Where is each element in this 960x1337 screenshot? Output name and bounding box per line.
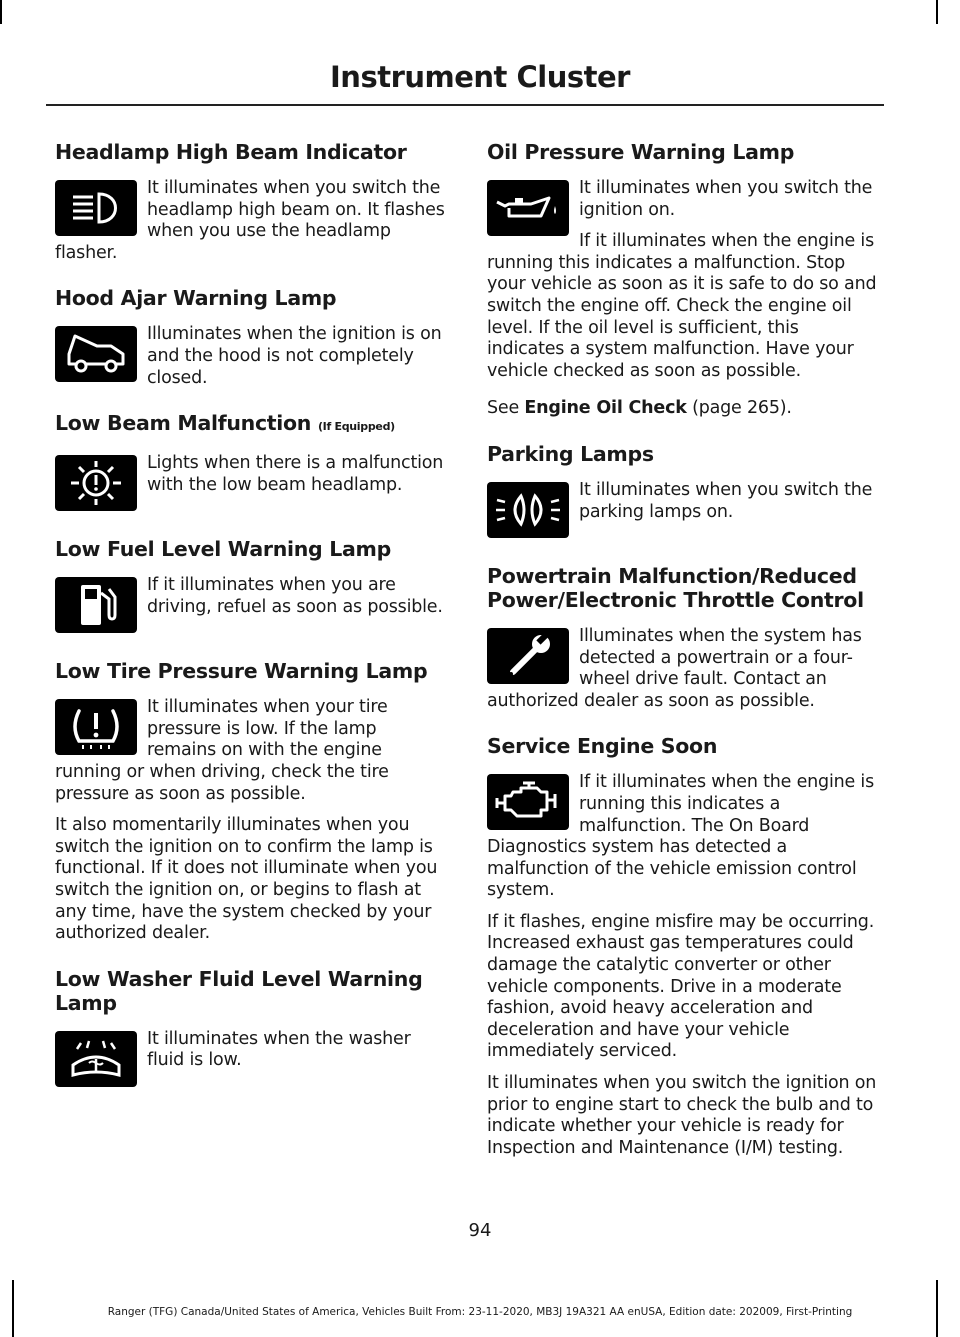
section-title: Low Beam Malfunction (55, 411, 312, 436)
section-text: If it illuminates when the engine is running this indicates a malfunction. The On Board Diagnostics system has detected a malfunction of the vehicle emission control system. (487, 772, 875, 901)
see-reference (487, 398, 879, 420)
section-text: It illuminates when you switch the headlamp high beam on. It flashes when you use the headlamp flasher. (55, 178, 445, 263)
page-number: 94 (468, 1220, 492, 1241)
page-footer: Ranger (TFG) Canada/United States of America, Vehicles Built From: 23-11-2020, MB3J 19A321 AA enUSA, Edition date: 202009, First-Printing (107, 1306, 853, 1318)
high-beam-icon (55, 180, 137, 236)
section-text: It illuminates when you switch the parking lamps on. (579, 479, 873, 522)
section-title: Oil Pressure Warning Lamp (487, 140, 795, 164)
section-title: Low Tire Pressure Warning Lamp (55, 659, 428, 684)
wrench-icon (487, 628, 569, 684)
oil-can-icon (487, 180, 569, 236)
section-tire-pressure (55, 659, 447, 945)
check-engine-icon (487, 774, 569, 830)
header-divider (46, 104, 884, 106)
section-title-note: (If Equipped) (317, 420, 395, 434)
section-title: Low Washer Fluid Level Warning Lamp (55, 966, 423, 1015)
section-text: If it flashes, engine misfire may be occurring. Increased exhaust gas temperatures could damage the catalytic converter or other vehicle components. Drive in a moderate fashion, avoid heavy acceleration and deceleration and have your vehicle immediately serviced. (487, 911, 875, 1062)
tire-pressure-icon (55, 699, 137, 755)
section-title: Headlamp High Beam Indicator (55, 140, 407, 164)
section-title: Hood Ajar Warning Lamp (55, 286, 337, 311)
hood-ajar-icon (55, 326, 137, 382)
section-text: It illuminates when you switch the ignition on prior to engine start to check the bulb and to indicate whether your vehicle is ready for Inspection and Maintenance (I/M) testing. (487, 1073, 877, 1158)
page-title: Instrument Cluster (330, 60, 630, 94)
section-text: Illuminates when the system has detected a powertrain or a four-wheel drive fault. Contact an authorized dealer as soon as possible. (487, 625, 862, 711)
section-high-beam (55, 140, 447, 264)
section-title: Parking Lamps (487, 441, 654, 466)
section-powertrain (487, 564, 879, 712)
washer-fluid-icon (55, 1031, 137, 1087)
section-text: Lights when there is a malfunction with the low beam headlamp. (147, 453, 444, 495)
parking-lamps-icon (487, 482, 569, 538)
see-prefix: See (487, 398, 525, 419)
section-oil-pressure (487, 140, 879, 420)
section-low-fuel (55, 537, 447, 637)
section-title: Service Engine Soon (487, 734, 718, 759)
engine-oil-check-link[interactable]: Engine Oil Check (524, 398, 687, 419)
section-service-engine (487, 734, 879, 1159)
right-column (487, 140, 879, 1181)
crop-mark-top-right (936, 0, 938, 24)
section-text: It illuminates when your tire pressure is low. If the lamp remains on with the engine running or when driving, check the tire pressure as soon as possible. (55, 697, 389, 804)
low-beam-malfunction-icon (55, 455, 137, 511)
section-title: Low Fuel Level Warning Lamp (55, 537, 391, 562)
page-header (0, 60, 960, 94)
section-text: Illuminates when the ignition is on and the hood is not completely closed. (147, 324, 442, 388)
left-column (55, 140, 447, 1113)
see-suffix: (page 265). (686, 398, 792, 419)
section-washer-fluid (55, 967, 447, 1091)
section-hood-ajar (55, 286, 447, 389)
section-text: It illuminates when you switch the ignition on. (579, 178, 873, 220)
section-parking-lamps (487, 442, 879, 542)
section-text: If it illuminates when the engine is running this indicates a malfunction. Stop your vehicle as soon as it is safe to do so and switch the engine off. Check the engine oil level. If the oil level is sufficient, this indicates a system malfunction. Have your vehicle checked as soon as possible. (487, 231, 877, 381)
section-low-beam-malfunction (55, 411, 447, 515)
fuel-pump-icon (55, 577, 137, 633)
crop-mark-top-left (0, 0, 2, 24)
section-title: Powertrain Malfunction/Reduced Power/Electronic Throttle Control (487, 563, 864, 612)
section-text: It illuminates when the washer fluid is low. (147, 1028, 411, 1071)
section-title-wrap (55, 411, 447, 439)
section-text: If it illuminates when you are driving, refuel as soon as possible. (147, 575, 443, 617)
section-text: It also momentarily illuminates when you switch the ignition on to confirm the lamp is functional. If it does not illuminate when you switch the ignition on, or begins to flash at any time, have the system checked by your authorized dealer. (55, 815, 438, 944)
